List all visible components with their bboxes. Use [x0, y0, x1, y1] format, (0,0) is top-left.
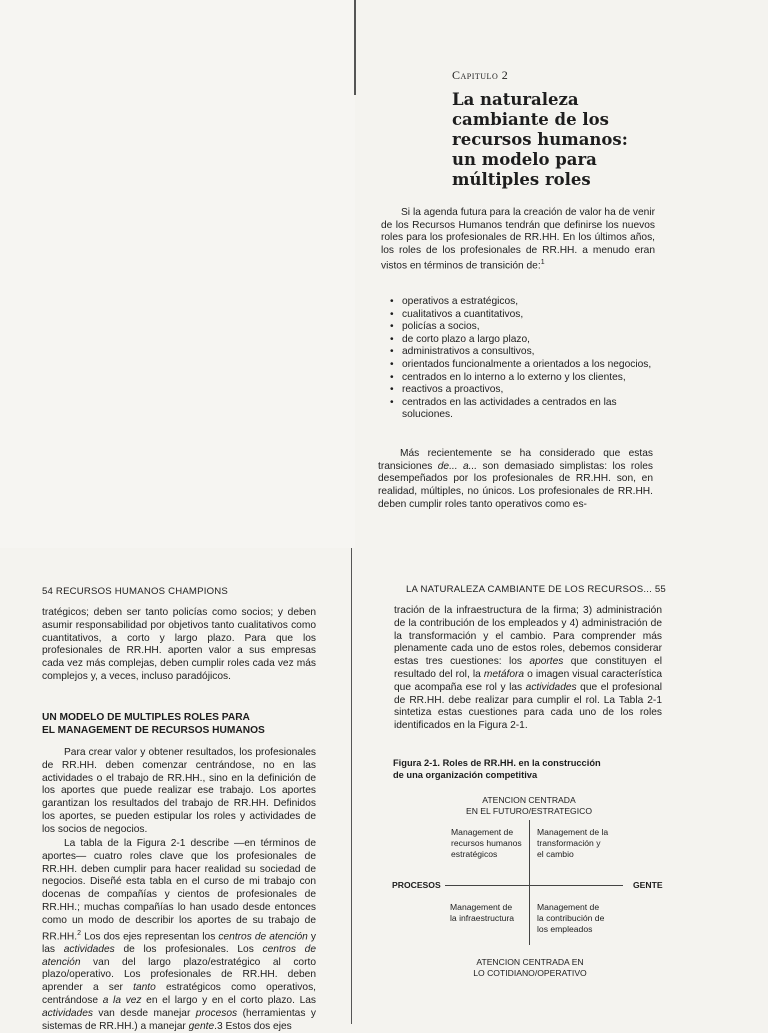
body-paragraph [42, 838, 316, 1033]
footnote-ref: 1 [540, 259, 545, 267]
text-run: y las [42, 930, 316, 955]
list-item: • reactivos a proactivos, [390, 384, 660, 397]
transition-list [390, 296, 660, 422]
label-line: Management de [450, 902, 513, 912]
horizontal-axis [445, 885, 623, 886]
text-run: Los dos ejes representan los [81, 930, 219, 942]
emphasis: actividades [63, 943, 115, 955]
caption-line: de una organización competitiva [393, 769, 538, 780]
chapter-title-line: recursos humanos: [452, 130, 628, 149]
text-run: van del largo plazo/estratégico al corto plazo/operativo. Los profesionales de RR.HH. deben aprender a ser [42, 956, 316, 994]
chapter-title-line: un modelo para [452, 150, 597, 169]
gutter-line-top [354, 0, 356, 95]
list-item: • centrados en lo interno a lo externo y los clientes, [390, 372, 660, 385]
blank-page-area [0, 0, 355, 548]
text-run: que el profesional de RR.HH. debe realizar para cumplir el rol. La Tabla 2-1 sintetiza estas cuestiones para cada uno de los roles identificados en la Figura 2-1. [394, 681, 662, 732]
caption-line: Figura 2-1. Roles de RR.HH. en la construcción [393, 758, 601, 768]
list-item: • operativos a estratégicos, [390, 296, 660, 309]
label-line: la contribución de [537, 913, 605, 923]
list-item: • cualitativos a cuantitativos, [390, 309, 660, 322]
body-paragraph: tratégicos; deben ser tanto policías como socios; y deben asumir responsabilidad por objetivos tanto cualitativos como cuantitativos, a corto y largo plazo. Para que los profesionales de RR.HH. aporten valor a sus empresas cada vez más complejas, deben cumplir roles cada vez más complejos y, a veces, incluso paradójicos. [42, 607, 316, 682]
emphasis: de... a... [437, 460, 478, 472]
label-line: Management de [451, 827, 514, 837]
text-run: estratégicos como operativos, centrándose [42, 982, 316, 1006]
label-line: Management de la [537, 827, 609, 837]
text-run: tración de la infraestructura de la firma; 3) administración de la contribución de los empleados y 4) administración de la transformación y el cambio. Para comprender más plenamente cada uno de estos roles, debemos considerar estas tres cuestiones: los [394, 605, 662, 668]
emphasis: procesos [195, 1007, 238, 1019]
emphasis: centros de atención [218, 930, 308, 942]
emphasis: actividades [525, 681, 577, 693]
label-line: la infraestructura [450, 913, 515, 923]
emphasis: tanto [133, 982, 156, 994]
label-line: los empleados [537, 924, 593, 934]
emphasis: a la vez [102, 994, 142, 1006]
text-run: La tabla de la Figura 2-1 describe —en términos de aportes— cuatro roles clave que los profesionales de RR.HH. deben cumplir para hacer realidad su sociedad de negocios. Diseñé esta tabla en el curso de mi trabajo con docenas de compañías y cientos de profesionales de RR.HH.; muchas compañías lo han usado desde entonces como un modo de describir los aportes de su trabajo de RR.HH. [42, 838, 316, 942]
chapter-title [452, 90, 712, 190]
label-line: EN EL FUTURO/ESTRATEGICO [465, 806, 593, 816]
intro-paragraph [381, 207, 655, 273]
label-line: LO COTIDIANO/OPERATIVO [473, 968, 587, 978]
chapter-title-line: La naturaleza [452, 90, 579, 109]
heading-line: EL MANAGEMENT DE RECURSOS HUMANOS [42, 725, 265, 736]
quadrant-bottom-left [450, 902, 526, 924]
diagram-right-label: GENTE [633, 880, 663, 890]
footnote-ref: 2 [77, 929, 81, 937]
text-run: Más recientemente se ha considerado que estas transiciones [378, 448, 653, 472]
vertical-axis [529, 820, 530, 945]
list-item: • administrativos a consultivos, [390, 346, 660, 359]
emphasis: actividades [42, 1007, 93, 1019]
text-run: en el largo y en el corto plazo. Las [141, 994, 316, 1006]
list-item: • centrados en las actividades a centrados en las soluciones. [390, 397, 660, 422]
heading-line: UN MODELO DE MULTIPLES ROLES PARA [42, 712, 250, 723]
figure-caption [393, 758, 653, 781]
emphasis: centros de atención [42, 943, 316, 968]
text-run: .3 Estos dos ejes [214, 1020, 292, 1032]
label-line: transformación y [537, 838, 601, 848]
body-paragraph [394, 605, 662, 733]
label-line: Management de [537, 902, 600, 912]
quadrant-top-right [537, 827, 627, 860]
section-heading [42, 711, 312, 737]
diagram-top-label [434, 795, 624, 817]
emphasis: gente [188, 1020, 215, 1032]
label-line: ATENCION CENTRADA EN [476, 957, 584, 967]
chapter-title-line: cambiante de los [452, 110, 609, 129]
quadrant-bottom-right [537, 902, 627, 935]
list-item: • policías a socios, [390, 321, 660, 334]
gutter-line-bottom [351, 548, 352, 1024]
diagram-bottom-label [440, 957, 620, 979]
running-head-left: 54 RECURSOS HUMANOS CHAMPIONS [42, 586, 228, 597]
chapter-label: Capitulo 2 [452, 68, 509, 82]
chapter-title-line: múltiples roles [452, 170, 591, 189]
diagram-left-label: PROCESOS [392, 880, 441, 890]
text-run: de los profesionales. Los [114, 943, 263, 955]
text-run: van desde manejar [92, 1007, 196, 1019]
label-line: el cambio [537, 849, 574, 859]
intro-text: Si la agenda futura para la creación de valor ha de venir de los Recursos Humanos tendrán que definirse los nuevos roles para los profesionales de RR.HH. En los últimos años, los roles de los profesionales de RR.HH. a menudo eran vistos en términos de transición de: [381, 207, 655, 272]
body-paragraph [378, 448, 653, 512]
label-line: ATENCION CENTRADA [482, 795, 576, 805]
body-paragraph: Para crear valor y obtener resultados, los profesionales de RR.HH. deben comenzar centrándose, no en las actividades o el trabajo de RR.HH., sino en la definición de los aportes que puede realizar ese trabajo. Los aportes garantizan los resultados del trabajo de RR.HH. Definidos los aportes, se pueden estipular los roles y actividades de los socios de negocios. [42, 747, 316, 835]
quadrant-top-left [451, 827, 527, 860]
text-run: que constituyen el resultado del rol, la [394, 656, 663, 680]
text-run: o imagen visual característica que acompaña ese rol y las [394, 668, 662, 693]
emphasis: metáfora [483, 668, 525, 680]
list-item: • de corto plazo a largo plazo, [390, 334, 660, 347]
list-item: • orientados funcionalmente a orientados a los negocios, [390, 359, 660, 372]
label-line: recursos humanos [451, 838, 522, 848]
text-run: (herramientas y sistemas de RR.HH.) a manejar [42, 1007, 316, 1032]
emphasis: aportes [529, 656, 564, 668]
label-line: estratégicos [451, 849, 498, 859]
running-head-right: LA NATURALEZA CAMBIANTE DE LOS RECURSOS... 55 [406, 584, 666, 595]
text-run: son demasiado simplistas: los roles desempeñados por los profesionales de RR.HH. son, en realidad, múltiples, no únicos. Los profesionales de RR.HH. deben cumplir roles tanto operativos como es- [378, 460, 653, 510]
